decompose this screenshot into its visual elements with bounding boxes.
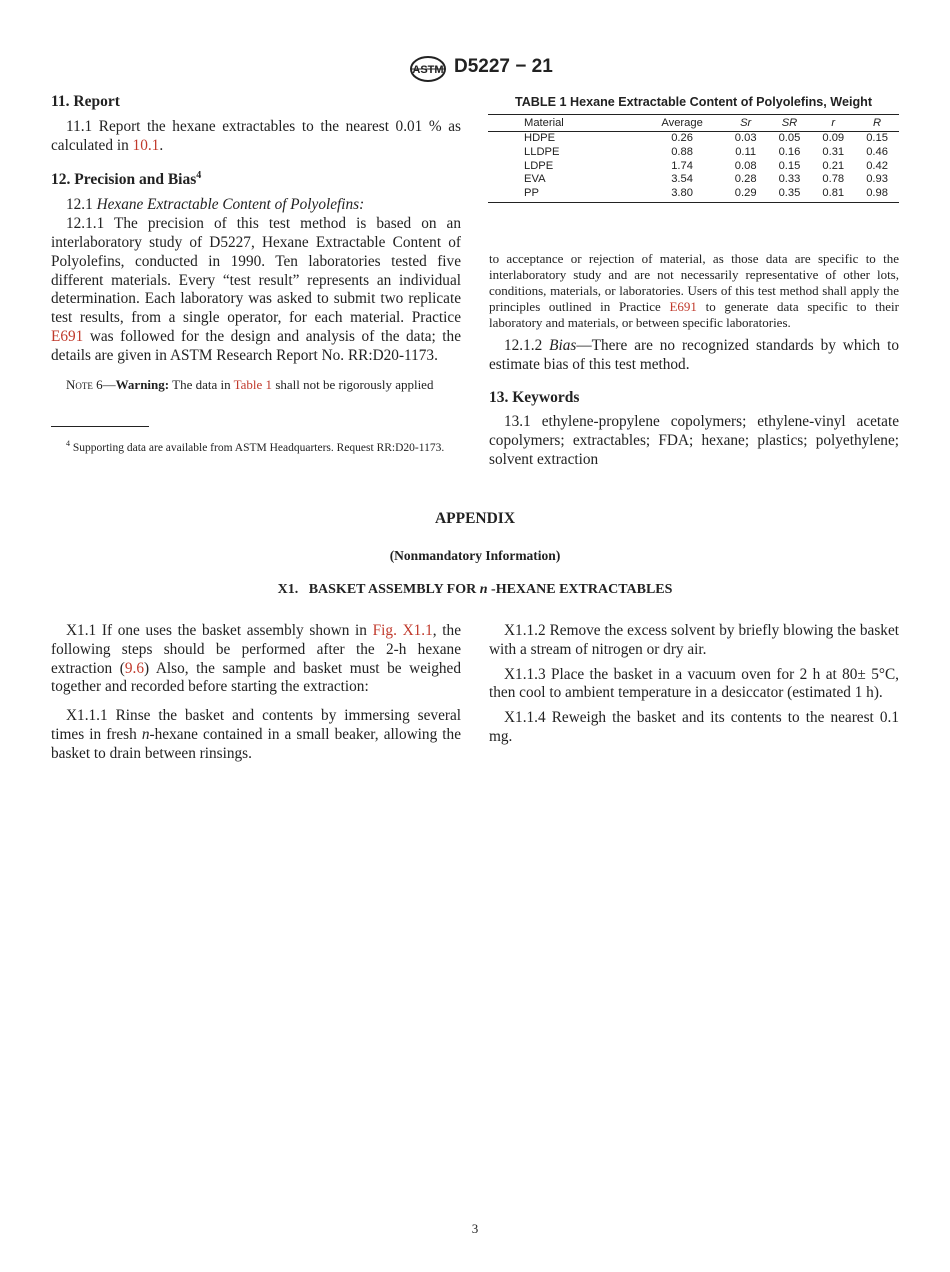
table-cell: HDPE <box>524 132 556 144</box>
section-11-heading: 11. Report <box>51 93 120 110</box>
footnote: $^4$ Supporting data are available from ASTM Headquarters. Request RR:D20-1173. <box>66 439 445 454</box>
table-cell: 0.08 <box>734 159 757 172</box>
paragraph-x1-1-4: X1.1.4 Reweigh the basket and its contents to the nearest 0.1 mg. <box>489 709 899 745</box>
appendix-right-column <box>489 622 899 747</box>
ref-link-e691[interactable]: E691 <box>51 327 84 345</box>
table-cell: PP <box>488 187 640 202</box>
table-cell: 3.54 <box>671 173 693 186</box>
table-row <box>488 173 899 187</box>
table-cell: 0.46 <box>866 145 888 158</box>
ref-link-e691[interactable]: E691 <box>669 299 697 314</box>
table-row <box>488 146 899 160</box>
ref-link-fig-x1-1[interactable]: Fig. X1.1 <box>372 622 433 639</box>
left-column <box>51 93 461 393</box>
paragraph-13-1: 13.1 ethylene-propylene copolymers; ethylene-vinyl acetate copolymers; extractables; FDA; hexane; plastics; polyethylene; solvent extraction <box>489 413 899 468</box>
table-cell: 0.15 <box>778 159 801 172</box>
table-cell: 0.28 <box>734 173 757 186</box>
document-id: D5227 − 21 <box>454 56 553 77</box>
table-cell: 0.21 <box>822 159 845 172</box>
table-cell: LLDPE <box>524 145 560 158</box>
right-column <box>489 251 899 470</box>
paragraph-x1-1-1: X1.1.1 Rinse the basket and contents by immersing several times in fresh n-hexane contained in a small beaker, allowing the basket to drain between rinsings. <box>51 707 461 762</box>
appendix-x1-heading: X1. BASKET ASSEMBLY FOR n -HEXANE EXTRACTABLES <box>277 582 673 597</box>
ref-link-9-6[interactable]: 9.6 <box>124 659 144 677</box>
table-caption: TABLE 1 Hexane Extractable Content of Polyolefins, Weight <box>514 95 873 109</box>
column-header: Average <box>640 115 723 132</box>
table-cell: 0.16 <box>778 145 801 158</box>
astm-logo-icon <box>408 56 448 82</box>
table-1 <box>488 95 899 203</box>
table-header-row <box>488 115 899 132</box>
table-cell: 0.81 <box>811 187 855 202</box>
table-cell: 0.93 <box>866 173 888 186</box>
paragraph-12-1-2: 12.1.2 Bias—There are no recognized standards by which to estimate bias of this test method. <box>489 337 899 373</box>
table-cell: 1.74 <box>671 159 693 172</box>
table-cell: 0.26 <box>671 132 693 144</box>
table-cell: 0.35 <box>768 187 812 202</box>
note-6: Note 6—Warning: The data in Table 1 shall not be rigorously applied <box>66 376 434 392</box>
column-header: R <box>855 115 899 132</box>
data-table <box>488 114 899 203</box>
svg-text:ASTM: ASTM <box>412 64 444 76</box>
appendix-left-column <box>51 622 461 764</box>
column-header: r <box>811 115 855 132</box>
column-header: SR <box>768 115 812 132</box>
table-row <box>488 160 899 174</box>
table-cell: 0.09 <box>822 132 845 144</box>
table-cell: 0.31 <box>822 145 845 158</box>
paragraph-12-1-1: 12.1.1 The precision of this test method is based on an interlaboratory study of D5227, Hexane Extractable Content of Polyolefins, conducted in 1990. Ten laboratories tested five different materials. Every “test result” represents an individual determination. Each laboratory was asked to submit two replicate test results, from a single operator, for each material. Practice E691 was followed for the design and analysis of the data; the details are given in ASTM Research Report No. RR:D20-1173. <box>51 215 461 364</box>
footnote-divider <box>51 426 149 427</box>
section-12-heading: 12. Precision and Bias$^4$ <box>51 170 202 189</box>
table-cell: 0.42 <box>866 159 888 172</box>
table-cell: 0.05 <box>778 132 801 144</box>
paragraph-x1-1: X1.1 If one uses the basket assembly shown in Fig. X1.1, the following steps should be performed after the 2-h hexane extraction (9.6) Also, the sample and basket must be weighed together and recorded before starting the extraction: <box>51 622 461 696</box>
column-header: Material <box>488 115 640 132</box>
table-cell: 0.11 <box>735 145 757 158</box>
paragraph-11-1: 11.1 Report the hexane extractables to the nearest 0.01 % as calculated in 10.1. <box>51 117 461 154</box>
table-cell: 0.15 <box>866 132 888 144</box>
table-row <box>488 132 899 146</box>
table-cell: 0.78 <box>822 173 845 186</box>
column-header: Sr <box>724 115 768 132</box>
page-header <box>0 56 950 86</box>
paragraph-x1-1-2: X1.1.2 Remove the excess solvent by briefly blowing the basket with a stream of nitrogen or dry air. <box>489 622 899 658</box>
ref-link-table-1[interactable]: Table 1 <box>233 376 273 392</box>
paragraph-12-1: 12.1 Hexane Extractable Content of Polyolefins: <box>66 196 365 214</box>
table-row <box>488 187 899 202</box>
table-cell: 0.98 <box>855 187 899 202</box>
table-cell: 0.88 <box>671 145 693 158</box>
ref-link-10-1[interactable]: 10.1 <box>132 136 160 154</box>
table-cell: LDPE <box>524 159 554 172</box>
page-number: 3 <box>471 1221 479 1236</box>
paragraph-x1-1-3: X1.1.3 Place the basket in a vacuum oven for 2 h at 80± 5°C, then cool to ambient temperature in a desiccator (estimated 1 h). <box>489 665 899 702</box>
table-cell: EVA <box>524 173 546 186</box>
table-cell: 0.33 <box>778 173 801 186</box>
table-cell: 0.29 <box>724 187 768 202</box>
section-13-heading: 13. Keywords <box>489 388 580 406</box>
table-cell: 0.03 <box>734 132 757 144</box>
appendix-subtitle: (Nonmandatory Information) <box>389 548 561 563</box>
table-cell: 3.80 <box>640 187 723 202</box>
note-6-continued: to acceptance or rejection of material, as those data are specific to the interlaboratory study and are not necessarily representative of other lots, conditions, materials, or laboratories. Users of this test method shall apply the principles outlined in Practice E691 to generate data specific to their laboratory and materials, or between specific laboratories. <box>489 251 899 330</box>
appendix-title: APPENDIX <box>434 510 516 527</box>
footnote-ref[interactable]: 4 <box>196 170 202 182</box>
